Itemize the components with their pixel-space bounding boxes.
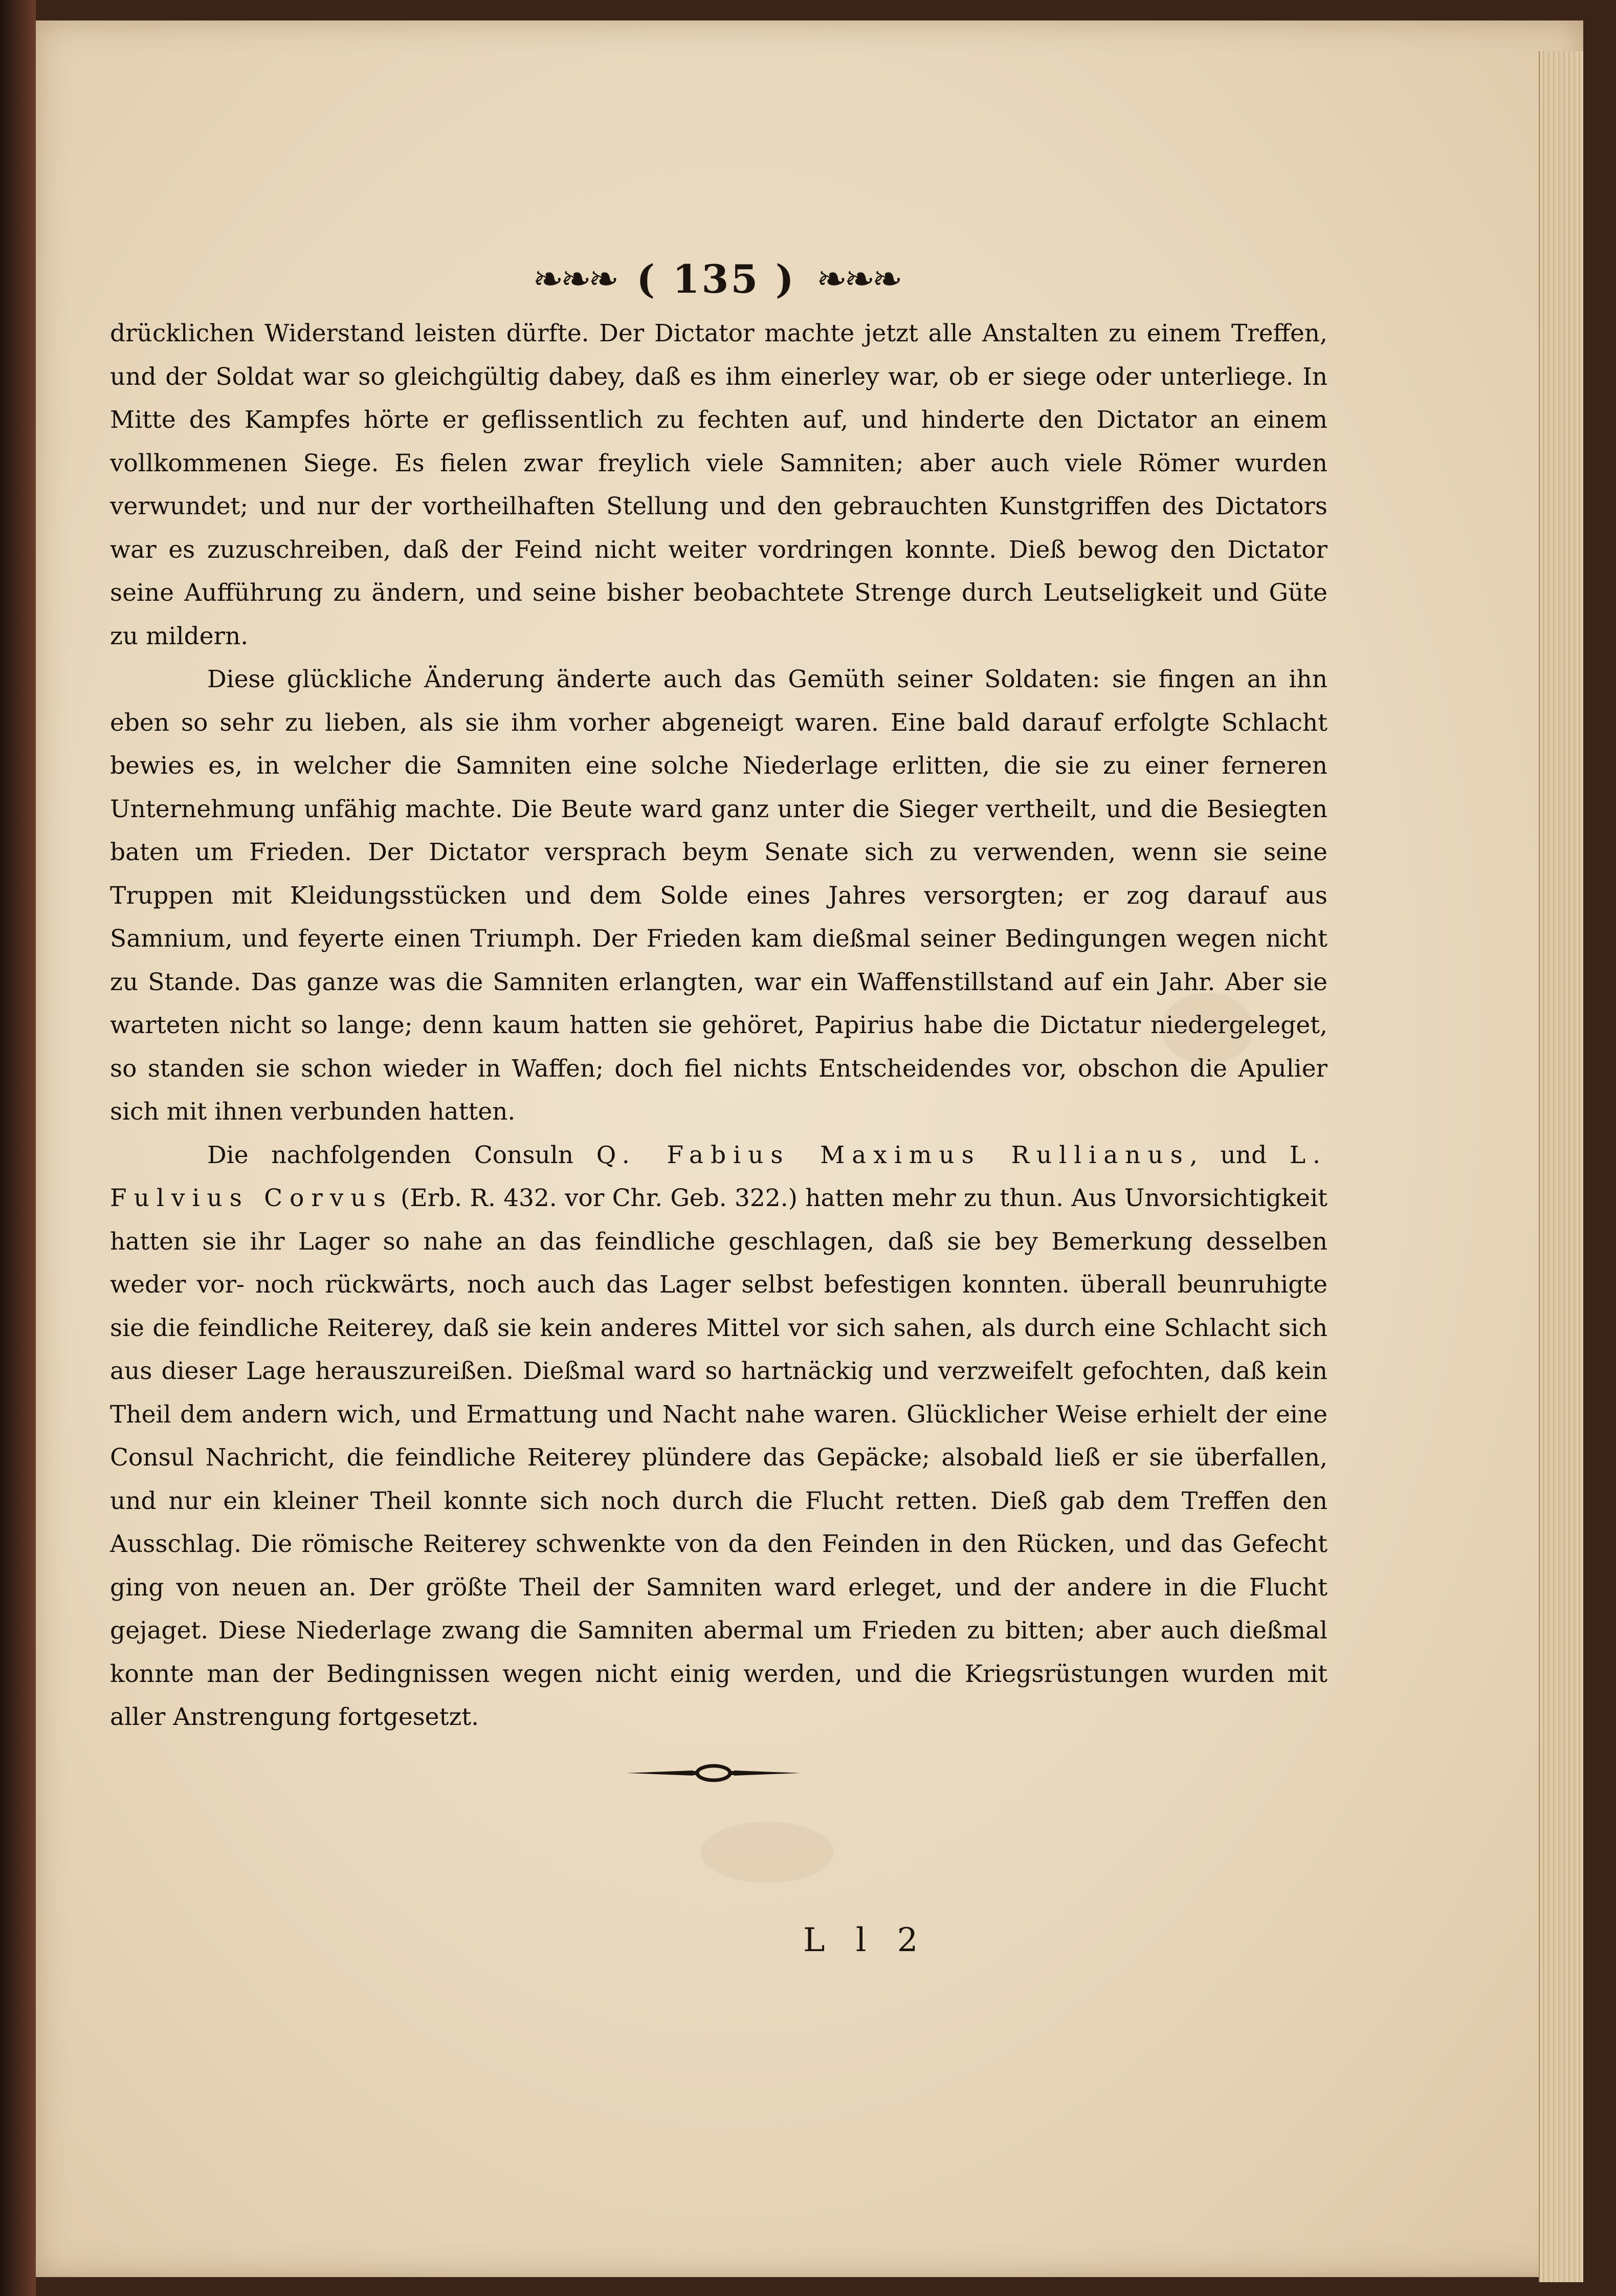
paragraph-text: (Erb. R. 432. vor Chr. Geb. 322.) hatten mehr zu thun. Aus Unvorsichtigkeit hatten sie ihr Lager so nahe an das feindliche geschlagen, daß sie bey Bemerkung desselben weder vor- noch rückwärts, noch auch das Lager selbst befestigen konnten. überall beunruhigte sie die feindliche Reiterey, daß sie kein anderes Mittel vor sich sahen, als durch eine Schlacht sich aus dieser Lage herauszureißen. Dießmal ward so hartnäckig und verzweifelt gefochten, daß kein Theil dem andern wich, und Ermattung und Nacht nahe waren. Glücklicher Weise erhielt der eine Consul Nachricht, die feindliche Reiterey plündere das Gepäcke; alsobald ließ er sie überfallen, und nur ein kleiner Theil konnte sich noch durch die Flucht retten. Dieß gab dem Treffen den Ausschlag. Die römische Reiterey schwenkte von da den Feinden in den Rücken, und das Gefecht ging von neuen an. Der größte Theil der Samniten ward erleget, und der andere in die Flucht gejaget. Diese Niederlage zwang die Samniten abermal um Frieden zu bitten; aber auch dießmal konnte man der Bedingnissen wegen nicht einig werden, und die Kriegsrüstungen wurden mit aller Anstrengung fortgesetzt. (110, 1184, 1327, 1731)
header-ornament-right: ❧❧❧ (816, 257, 900, 300)
page-number: ( 135 ) (636, 256, 796, 302)
paragraph-text: Die nachfolgenden Consuln (207, 1141, 596, 1169)
paragraph (110, 1134, 1327, 1739)
section-divider-ornament (627, 1760, 801, 1786)
paragraph: drücklichen Widerstand leisten dürfte. Der Dictator machte jetzt alle Anstalten zu einem Treffen, und der Soldat war so gleichgültig dabey, daß es ihm einerley war, ob er siege oder unterliege. In Mitte des Kampfes hörte er geflissentlich zu fechten auf, und hinderte den Dictator an einem vollkommenen Siege. Es fielen zwar freylich viele Samniten; aber auch viele Römer wurden verwundet; und nur der vortheilhaften Stellung und den gebrauchten Kunstgriffen des Dictators war es zuzuschreiben, daß der Feind nicht weiter vordringen konnte. Dieß bewog den Dictator seine Aufführung zu ändern, und seine bisher beobachtete Strenge durch Leutseligkeit und Güte zu mildern. (110, 319, 1327, 650)
paragraph: Diese glückliche Änderung änderte auch das Gemüth seiner Soldaten: sie fingen an ihn eben so sehr zu lieben, als sie ihm vorher abgeneigt waren. Eine bald darauf erfolgte Schlacht bewies es, in welcher die Samniten eine solche Niederlage erlitten, die sie zu einer ferneren Unternehmung unfähig machte. Die Beute ward ganz unter die Sieger vertheilt, und die Besiegten baten um Frieden. Der Dictator versprach beym Senate sich zu verwenden, wenn sie seine Truppen mit Kleidungsstücken und dem Solde eines Jahres versorgten; er zog darauf aus Samnium, und feyerte einen Triumph. Der Frieden kam dießmal seiner Bedingungen wegen nicht zu Stande. Das ganze was die Samniten erlangten, war ein Waffenstillstand auf ein Jahr. Aber sie warteten nicht so lange; denn kaum hatten sie gehöret, Papirius habe die Dictatur niedergeleget, so standen sie schon wieder in Waffen; doch fiel nichts Entscheidendes vor, obschon die Apulier sich mit ihnen verbunden hatten. (110, 665, 1327, 1126)
consul-name: L. Fulvius Corvus (110, 1141, 1327, 1212)
book-binding-edge (0, 0, 36, 2296)
consul-name: Q. Fabius Maximus Rullianus (596, 1141, 1190, 1169)
signature-mark: L l 2 (803, 1921, 928, 1959)
paper-stain (701, 1822, 834, 1883)
page-header (512, 253, 921, 304)
paragraph-text: , und (1189, 1141, 1290, 1169)
page-fore-edge (1539, 51, 1583, 2282)
body-text (110, 312, 1327, 1739)
header-ornament-left: ❧❧❧ (533, 257, 616, 300)
